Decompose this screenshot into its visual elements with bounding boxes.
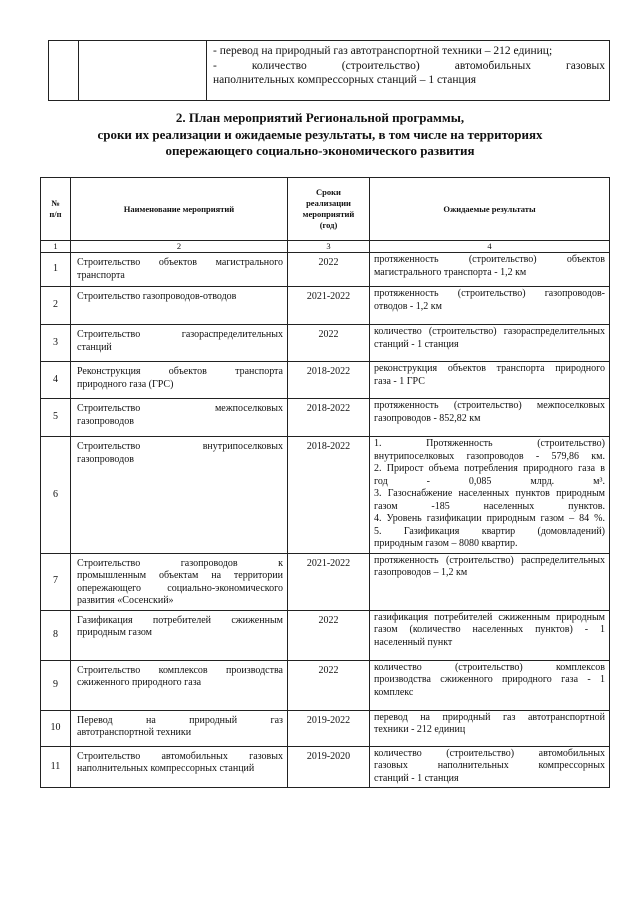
measure-name-line: промышленным объектам на территории [77, 570, 283, 581]
measure-name-line: Строительство газопроводов к [77, 557, 283, 569]
expected-result [370, 287, 610, 325]
measure-period: 2019-2022 [288, 710, 370, 746]
measure-name-line: Перевод на природный газ [77, 714, 283, 726]
expected-result [370, 710, 610, 746]
header-number-abbr: п/п [49, 209, 62, 219]
expected-result-line: станций - 1 станция [374, 338, 459, 350]
measure-name-line: транспорта [77, 269, 125, 281]
expected-result-line: природным газом – 8080 квартир. [374, 538, 518, 549]
expected-result-line: количество (строительство) газораспределительных [374, 326, 605, 337]
table-row [41, 710, 610, 746]
measure-name [71, 287, 288, 325]
measure-name-line: развития «Сосенский» [77, 595, 174, 606]
expected-result-line: станций - 1 станция [374, 772, 459, 784]
measure-name-line: Строительство комплексов производства [77, 664, 283, 676]
measure-name [71, 325, 288, 362]
measure-name-line: Строительство газопроводов-отводов [77, 291, 237, 302]
table-row [41, 553, 610, 610]
measure-name-line: газопроводов [77, 415, 134, 427]
expected-result-line: газом -185 населенных пунктов. [374, 500, 605, 512]
expected-result [370, 660, 610, 710]
table-row [41, 746, 610, 788]
expected-result [370, 253, 610, 287]
expected-result-line: количество (строительство) автомобильных [374, 747, 605, 759]
expected-result-line: протяженность (строительство) межпоселковых [374, 400, 605, 411]
expected-result-line: газовых наполнительных компрессорных [374, 760, 605, 771]
column-number: 1 [41, 241, 71, 253]
expected-result-line: количество (строительство) комплексов [374, 661, 605, 673]
measure-name [71, 253, 288, 287]
row-number: 11 [41, 746, 71, 788]
measure-name-line: Реконструкция объектов транспорта [77, 366, 283, 377]
expected-result-line: протяженность (строительство) газопроводов- [374, 288, 605, 299]
measure-name [71, 437, 288, 554]
measure-name-line: автотранспортной техники [77, 727, 192, 738]
table-row [41, 399, 610, 437]
expected-result [370, 610, 610, 660]
continuation-cell-result [207, 41, 610, 101]
expected-result-line: внутрипоселковых газопроводов - 579,86 км. [374, 450, 605, 462]
heading-line: опережающего социально-экономического развития [165, 143, 475, 158]
expected-result [370, 437, 610, 554]
expected-result-line: газопроводов – 1,2 км [374, 567, 468, 578]
column-numbering-row [41, 241, 610, 253]
row-number: 10 [41, 710, 71, 746]
row-number: 5 [41, 399, 71, 437]
row-number: 9 [41, 660, 71, 710]
expected-result-line: производства сжиженного природного газа - 1 [374, 674, 605, 685]
measure-period: 2022 [288, 253, 370, 287]
table-row [41, 610, 610, 660]
expected-result-line: 5. Газификация квартир (домовладений) [374, 525, 605, 537]
row-number: 3 [41, 325, 71, 362]
expected-result-line: газификация потребителей сжиженным природным [374, 611, 605, 623]
expected-result-line: протяженность (строительство) распределительных [374, 554, 605, 566]
continuation-cell-name [79, 41, 207, 101]
row-number: 8 [41, 610, 71, 660]
continuation-line: наполнительных компрессорных станций – 1 станция [213, 74, 477, 86]
expected-result-line: 3. Газоснабжение населенных пунктов природным [374, 488, 605, 499]
measure-name [71, 610, 288, 660]
measure-name [71, 399, 288, 437]
table-row [41, 437, 610, 554]
measure-period: 2022 [288, 325, 370, 362]
expected-result-line: протяженность (строительство) объектов [374, 254, 605, 265]
table-row [41, 362, 610, 399]
expected-result-line: населенный пункт [374, 636, 453, 648]
measure-period: 2022 [288, 660, 370, 710]
measure-period: 2021-2022 [288, 287, 370, 325]
measure-name-line: опережающего социально-экономического [77, 582, 283, 594]
row-number: 6 [41, 437, 71, 554]
row-number: 7 [41, 553, 71, 610]
continuation-cell-no [49, 41, 79, 101]
expected-result-line: перевод на природный газ автотранспортной [374, 711, 605, 723]
expected-result-line: газа - 1 ГРС [374, 375, 425, 387]
measure-period: 2018-2022 [288, 399, 370, 437]
measure-name-line: Строительство автомобильных газовых [77, 750, 283, 762]
expected-result [370, 746, 610, 788]
expected-result-line: газопроводов - 852,82 км [374, 412, 481, 424]
expected-result-line: газом (количество населенных пунктов) - 1 [374, 624, 605, 635]
measure-name-line: наполнительных компрессорных станций [77, 763, 255, 774]
measure-name [71, 660, 288, 710]
expected-result-line: 4. Уровень газификации природным газом – 84 %. [374, 513, 605, 524]
header-year-line: реализации [306, 198, 351, 208]
expected-result [370, 399, 610, 437]
measure-name-line: Строительство газораспределительных [77, 329, 283, 340]
measure-name-line: Строительство объектов магистрального [77, 257, 283, 268]
measure-name [71, 746, 288, 788]
expected-result-line: 2. Прирост объема потребления природного газа в [374, 463, 605, 474]
measure-name-line: природным газом [77, 627, 152, 638]
measures-table [40, 177, 610, 788]
measure-name-line: Газификация потребителей сжиженным [77, 614, 283, 626]
measure-period: 2018-2022 [288, 437, 370, 554]
measure-name-line: станций [77, 341, 112, 353]
expected-result-line: комплекс [374, 686, 414, 698]
measure-period: 2022 [288, 610, 370, 660]
expected-result-line: год - 0,085 млрд. м³. [374, 475, 605, 487]
measure-name-line: Строительство межпоселковых [77, 403, 283, 414]
expected-result [370, 362, 610, 399]
header-number [41, 178, 71, 241]
header-result: Ожидаемые результаты [370, 178, 610, 241]
column-number: 4 [370, 241, 610, 253]
header-year-line: Сроки [316, 187, 341, 197]
expected-result [370, 553, 610, 610]
heading-line: 2. План мероприятий Региональной программы, [175, 110, 465, 125]
measure-name-line: сжиженного природного газа [77, 677, 202, 688]
table-row [41, 325, 610, 362]
measure-name [71, 553, 288, 610]
measure-period: 2021-2022 [288, 553, 370, 610]
measure-name-line: природного газа (ГРС) [77, 378, 174, 390]
table-row [41, 287, 610, 325]
expected-result-line: магистрального транспорта - 1,2 км [374, 266, 527, 278]
expected-result-line: реконструкция объектов транспорта природного [374, 363, 605, 374]
expected-result-line: техники - 212 единиц [374, 724, 466, 735]
measure-period: 2019-2020 [288, 746, 370, 788]
continuation-line: - перевод на природный газ автотранспортной техники – 212 единиц; [213, 45, 553, 57]
expected-result-line: отводов - 1,2 км [374, 300, 442, 312]
measure-name [71, 362, 288, 399]
row-number: 2 [41, 287, 71, 325]
header-name: Наименование мероприятий [71, 178, 288, 241]
expected-result [370, 325, 610, 362]
header-number-sign: № [51, 198, 60, 208]
section-heading [40, 110, 600, 160]
table-body [41, 253, 610, 788]
expected-result-line: 1. Протяженность (строительство) [374, 438, 605, 449]
table-row [41, 253, 610, 287]
measure-name-line: Строительство внутрипоселковых [77, 441, 283, 452]
measure-period: 2018-2022 [288, 362, 370, 399]
continuation-line: - количество (строительство) автомобильных газовых [213, 59, 605, 72]
header-year-line: мероприятий [302, 209, 355, 219]
heading-line: сроки их реализации и ожидаемые результаты, в том числе на территориях [97, 126, 543, 142]
column-number: 2 [71, 241, 288, 253]
row-number: 4 [41, 362, 71, 399]
continuation-table [48, 40, 610, 101]
measure-name-line: газопроводов [77, 453, 134, 465]
header-year [288, 178, 370, 241]
measure-name [71, 710, 288, 746]
header-year-line: (год) [319, 220, 338, 230]
column-number: 3 [288, 241, 370, 253]
table-row [41, 660, 610, 710]
row-number: 1 [41, 253, 71, 287]
